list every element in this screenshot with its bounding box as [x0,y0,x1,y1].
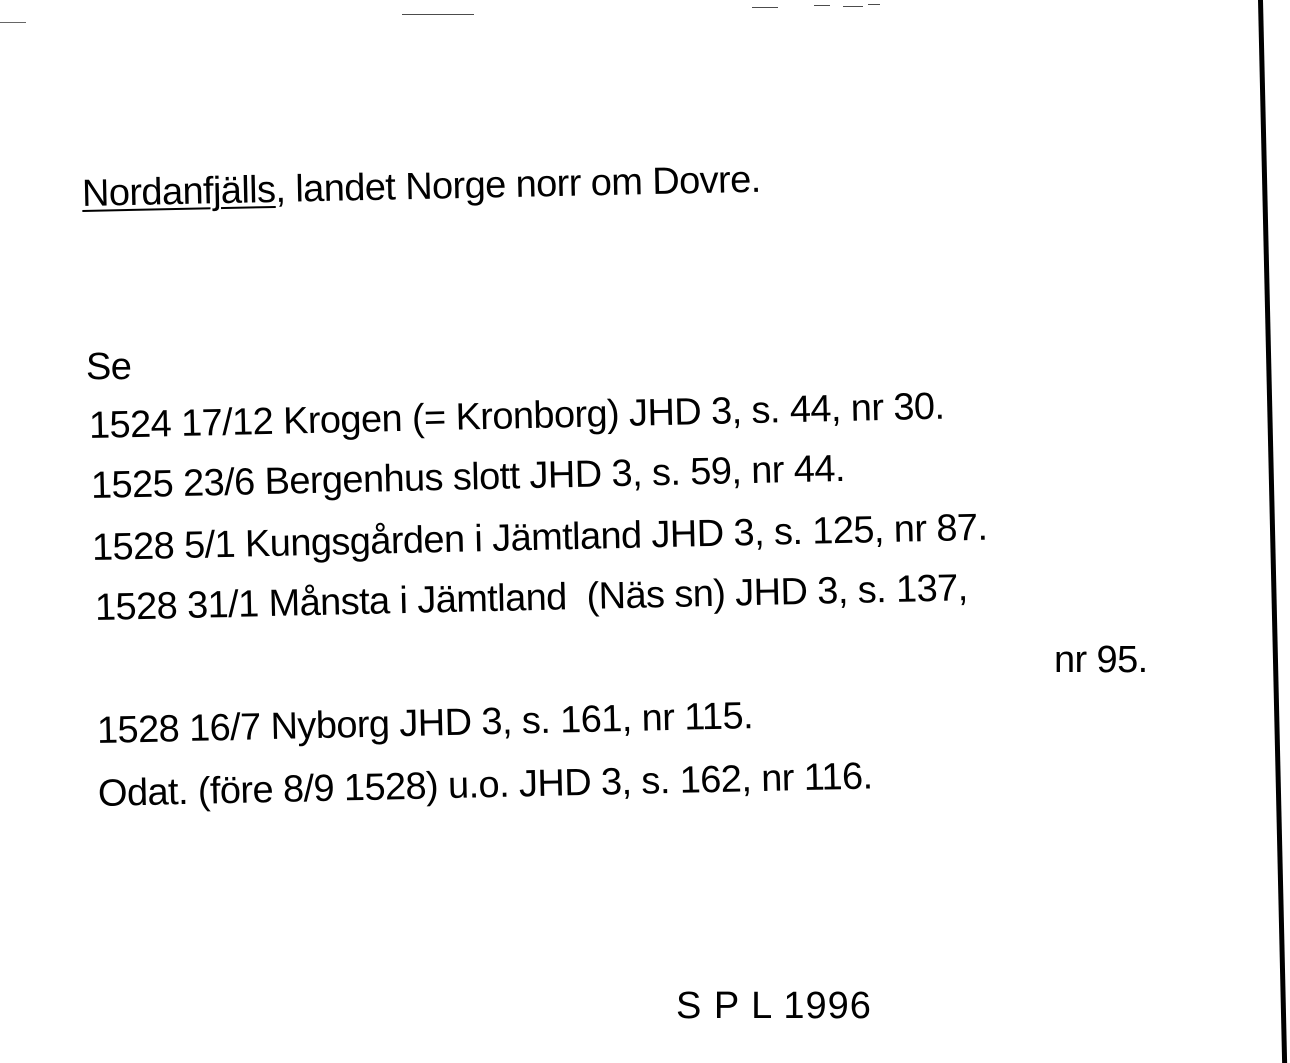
scan-speck [843,6,863,7]
reference-entry: 1524 17/12 Krogen (= Kronborg) JHD 3, s. 44, nr 30. [88,385,945,447]
scan-speck [868,4,880,5]
reference-entry: 1528 16/7 Nyborg JHD 3, s. 161, nr 115. [96,695,754,752]
reference-entry: Odat. (före 8/9 1528) u.o. JHD 3, s. 162, nr 116. [97,755,873,815]
heading-term: Nordanfjälls [81,168,276,215]
reference-entry: 1525 23/6 Bergenhus slott JHD 3, s. 59, nr 44. [90,447,846,507]
see-label: Se [86,346,132,388]
signature: S P L 1996 [676,985,872,1027]
scan-edge-line [1258,0,1287,1063]
reference-entry: 1528 31/1 Månsta i Jämtland (Näs sn) JHD 3, s. 137, [94,567,969,629]
scan-speck [752,7,778,8]
scan-speck [814,5,830,6]
scan-speck [402,14,474,15]
reference-entry: 1528 5/1 Kungsgården i Jämtland JHD 3, s. 125, nr 87. [91,506,988,569]
reference-entry-continuation: nr 95. [1054,639,1148,681]
heading-definition: , landet Norge norr om Dovre. [274,158,762,211]
scan-speck [0,22,26,23]
heading [82,158,761,216]
